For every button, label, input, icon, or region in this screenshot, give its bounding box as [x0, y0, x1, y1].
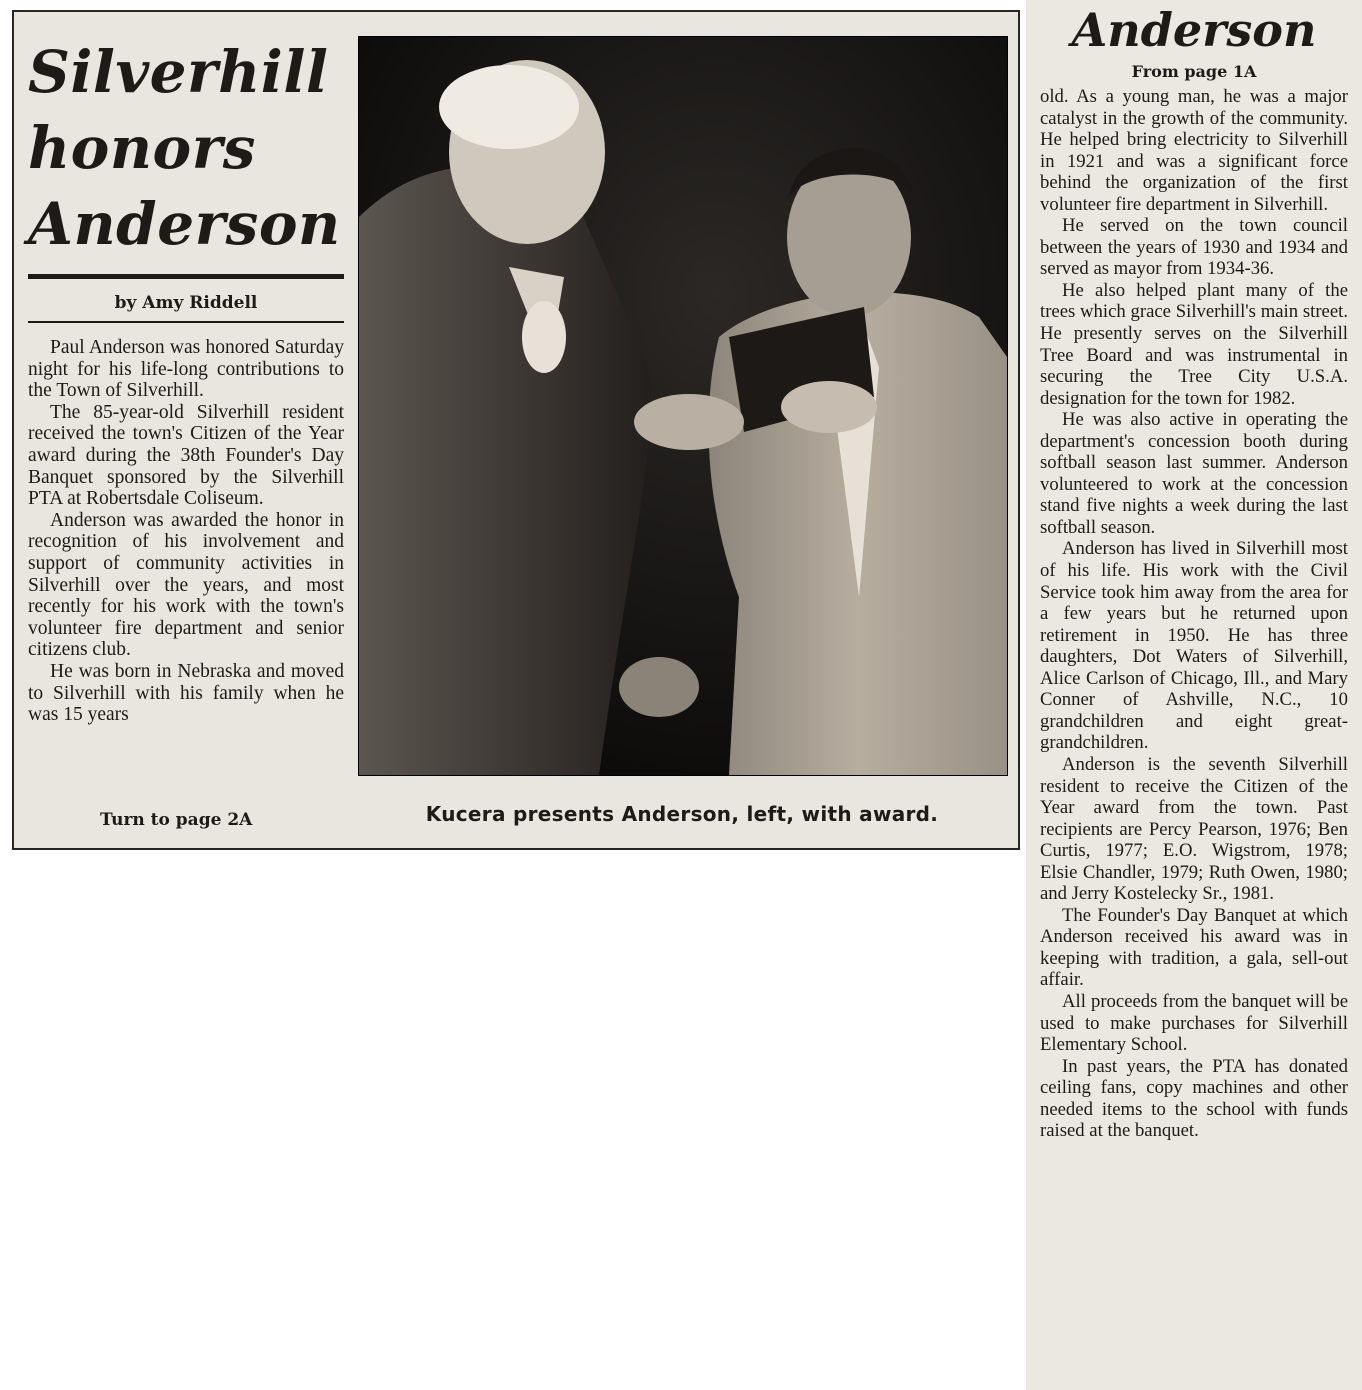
- continuation-paragraph: All proceeds from the banquet will be used to make purchases for Silverhill Elementary School.: [1040, 990, 1348, 1056]
- continuation-paragraph: The Founder's Day Banquet at which Anderson received his award was in keeping with tradition, a gala, sell-out affair.: [1040, 904, 1348, 991]
- continuation-paragraph: He also helped plant many of the trees which grace Silverhill's main street. He presently serves on the Silverhill Tree Board and was instrumental in securing the Tree City U.S.A. designation for the town for 1982.: [1040, 279, 1348, 409]
- headline-rule: [28, 274, 344, 279]
- from-page-label: From page 1A: [1131, 62, 1257, 81]
- article-body: [28, 337, 344, 726]
- byline: by Amy Riddell: [114, 293, 258, 313]
- article-paragraph: He was born in Nebraska and moved to Silverhill with his family when he was 15 years: [28, 660, 344, 726]
- continuation-paragraph: In past years, the PTA has donated ceiling fans, copy machines and other needed items to the school with funds raised at the banquet.: [1040, 1055, 1348, 1142]
- continuation-clipping: [1026, 0, 1362, 1390]
- continuation-paragraph: Anderson has lived in Silverhill most of his life. His work with the Civil Service took him away from the area for a few years but he returned upon retirement in 1950. He has three daughters, Dot Waters of Silverhill, Alice Carlson of Chicago, Ill., and Mary Conner of Ashville, N.C., 10 grandchildren and eight great-grandchildren.: [1040, 538, 1348, 754]
- headline-line-1: Silverhill: [28, 38, 329, 106]
- continuation-paragraph: He served on the town council between the years of 1930 and 1934 and served as mayor from 1934-36.: [1040, 215, 1348, 280]
- continuation-paragraph: He was also active in operating the department's concession booth during softball season last summer. Anderson volunteered to work at the concession stand five nights a week during the last softball season.: [1040, 409, 1348, 538]
- continuation-paragraph: Anderson is the seventh Silverhill resident to receive the Citizen of the Year award from the town. Past recipients are Percy Pearson, 1976; Ben Curtis, 1977; E.O. Wigstrom, 1978; Elsie Chandler, 1979; Ruth Owen, 1980; and Jerry Kostelecky Sr., 1981.: [1040, 753, 1348, 905]
- photo-illustration: [359, 37, 1007, 775]
- article-paragraph: Anderson was awarded the honor in recognition of his involvement and support of community activities in Silverhill over the years, and most recently for his work with the town's volunteer fire department and senior citizens club.: [28, 509, 344, 661]
- article-paragraph: The 85-year-old Silverhill resident received the town's Citizen of the Year award during the 38th Founder's Day Banquet sponsored by the Silverhill PTA at Robertsdale Coliseum.: [28, 401, 344, 510]
- continuation-column: [1040, 86, 1348, 1142]
- headline-line-2: honors: [28, 114, 256, 182]
- headline-line-3: Anderson: [28, 190, 341, 258]
- jump-line: Turn to page 2A: [100, 810, 253, 830]
- photo-caption: Kucera presents Anderson, left, with award.: [425, 802, 939, 826]
- byline-rule: [28, 321, 344, 323]
- award-photo: [358, 36, 1008, 776]
- article-column: [28, 34, 344, 726]
- continuation-paragraph: old. As a young man, he was a major catalyst in the growth of the community. He helped bring electricity to Silverhill in 1921 and was a significant force behind the organization of the first volunteer fire department in Silverhill.: [1040, 86, 1348, 215]
- continuation-headline: Anderson: [1071, 3, 1317, 57]
- continuation-body: [1040, 86, 1348, 1142]
- front-page-clipping: [12, 10, 1020, 850]
- article-paragraph: Paul Anderson was honored Saturday night for his life-long contributions to the Town of Silverhill.: [28, 337, 344, 402]
- headline: [28, 34, 344, 262]
